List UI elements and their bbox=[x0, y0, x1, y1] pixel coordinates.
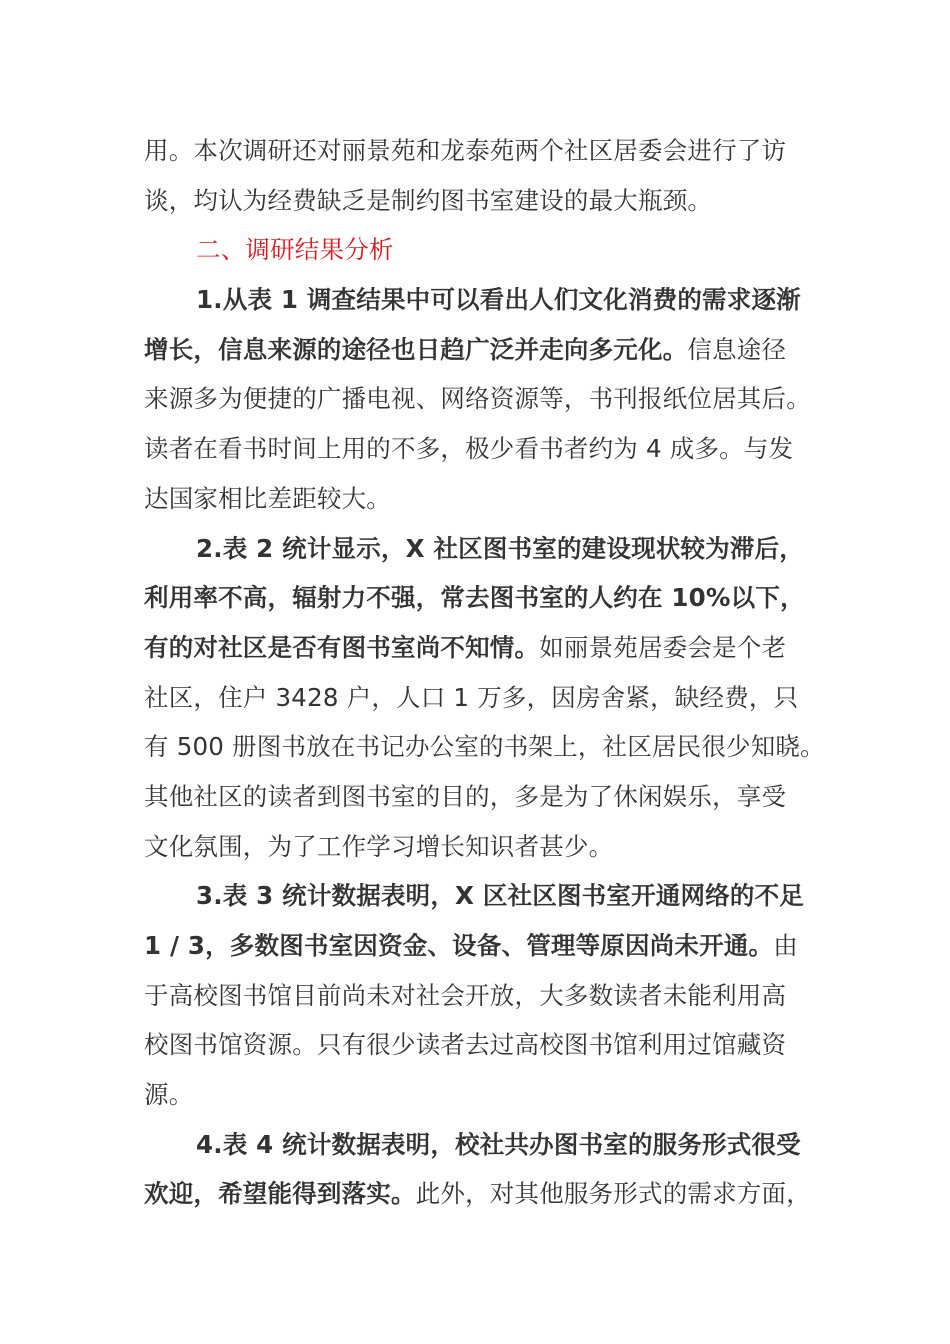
text-line bbox=[144, 126, 824, 176]
text-line bbox=[144, 424, 824, 474]
text-line bbox=[144, 225, 824, 275]
text-line bbox=[144, 573, 824, 623]
text-line bbox=[144, 722, 824, 772]
text-run: 二、调研结果分析 bbox=[196, 235, 394, 265]
bold-text: 3.表 3 统计数据表明，X 区社区图书室开通网络的不足 bbox=[196, 881, 804, 911]
paragraph bbox=[144, 275, 824, 523]
text-line bbox=[144, 623, 824, 673]
text-line bbox=[144, 673, 824, 723]
text-run: 达国家相比差距较大。 bbox=[144, 483, 391, 513]
text-run: 谈，均认为经费缺乏是制约图书室建设的最大瓶颈。 bbox=[144, 185, 713, 215]
text-line bbox=[144, 325, 824, 375]
text-line bbox=[144, 1020, 824, 1070]
text-line bbox=[144, 275, 824, 325]
text-run: 有 500 册图书放在书记办公室的书架上，社区居民很少知晓。 bbox=[144, 732, 825, 762]
text-line bbox=[144, 921, 824, 971]
text-line bbox=[144, 176, 824, 226]
text-line bbox=[144, 822, 824, 872]
text-run: 如丽景苑居委会是个老 bbox=[539, 632, 787, 662]
paragraph bbox=[144, 126, 824, 225]
bold-text: 利用率不高，辐射力不强，常去图书室的人约在 10%以下， bbox=[144, 583, 805, 613]
bold-text: 4.表 4 统计数据表明，校社共办图书室的服务形式很受 bbox=[196, 1129, 801, 1159]
text-line bbox=[144, 871, 824, 921]
text-run: 校图书馆资源。只有很少读者去过高校图书馆利用过馆藏资 bbox=[144, 1030, 787, 1060]
text-run: 信息途径 bbox=[687, 334, 787, 364]
bold-text: 有的对社区是否有图书室尚不知情。 bbox=[144, 632, 540, 662]
text-run: 社区，住户 3428 户，人口 1 万多，因房舍紧，缺经费，只 bbox=[144, 682, 799, 712]
text-run: 文化氛围，为了工作学习增长知识者甚少。 bbox=[144, 831, 614, 861]
bold-text: 2.表 2 统计显示，X 社区图书室的建设现状较为滞后， bbox=[196, 533, 804, 563]
text-run: 由 bbox=[773, 931, 798, 960]
text-run: 源。 bbox=[144, 1080, 194, 1110]
bold-text: 1.从表 1 调查结果中可以看出人们文化消费的需求逐渐 bbox=[196, 285, 801, 315]
section-heading bbox=[144, 225, 824, 275]
text-run: 来源多为便捷的广播电视、网络资源等，书刊报纸位居其后。 bbox=[144, 384, 811, 414]
document-body bbox=[144, 126, 824, 1219]
text-line bbox=[144, 1070, 824, 1120]
text-line bbox=[144, 474, 824, 524]
text-run: 此外，对其他服务形式的需求方面， bbox=[415, 1179, 811, 1209]
bold-text: 增长，信息来源的途径也日趋广泛并走向多元化。 bbox=[144, 334, 688, 364]
text-run: 读者在看书时间上用的不多，极少看书者约为 4 成多。与发 bbox=[144, 434, 794, 464]
text-line bbox=[144, 1120, 824, 1170]
text-run: 其他社区的读者到图书室的目的，多是为了休闲娱乐，享受 bbox=[144, 781, 787, 811]
text-line bbox=[144, 374, 824, 424]
text-line bbox=[144, 772, 824, 822]
bold-text: 1 / 3，多数图书室因资金、设备、管理等原因尚未开通。 bbox=[144, 931, 774, 960]
text-run: 用。本次调研还对丽景苑和龙泰苑两个社区居委会进行了访 bbox=[144, 136, 787, 165]
paragraph bbox=[144, 524, 824, 872]
bold-text: 欢迎，希望能得到落实。 bbox=[144, 1179, 416, 1209]
text-line bbox=[144, 1169, 824, 1219]
text-run: 于高校图书馆目前尚未对社会开放，大多数读者未能利用高 bbox=[144, 980, 787, 1010]
text-line bbox=[144, 524, 824, 574]
text-line bbox=[144, 971, 824, 1021]
paragraph bbox=[144, 1120, 824, 1219]
paragraph bbox=[144, 871, 824, 1119]
